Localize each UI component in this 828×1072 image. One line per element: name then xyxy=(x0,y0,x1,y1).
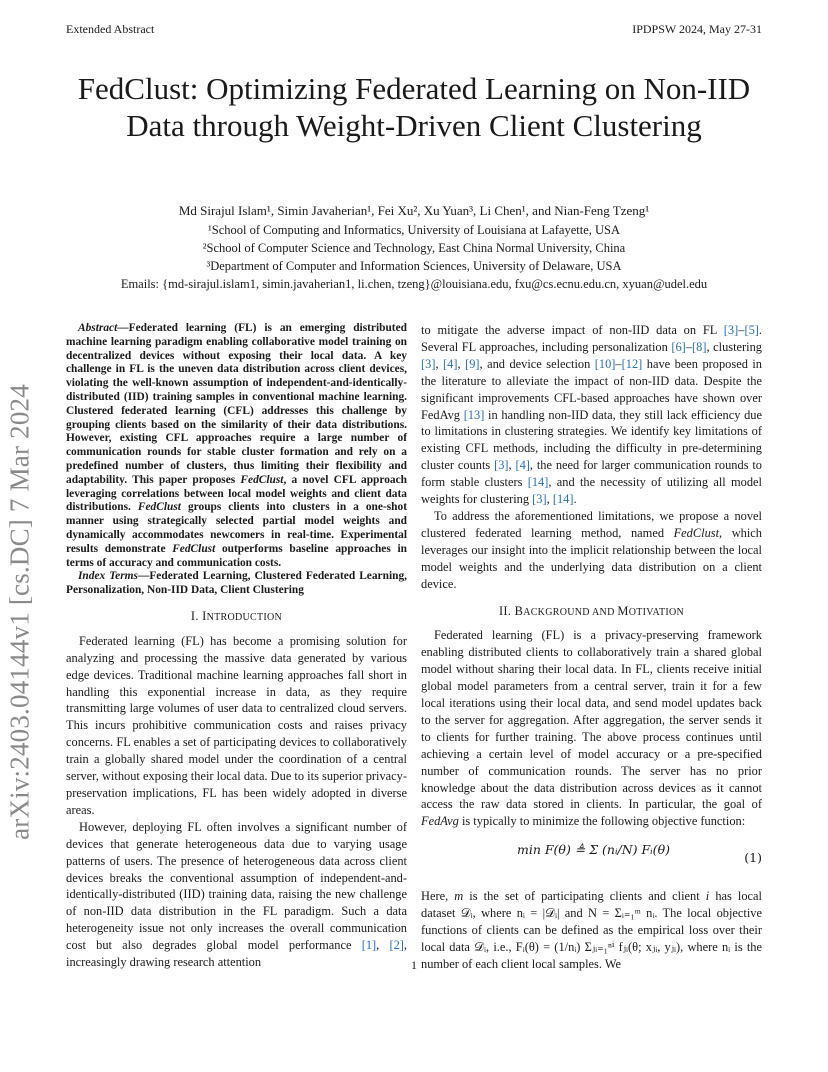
equation-1 xyxy=(421,838,762,882)
affiliation-2: ²School of Computer Science and Technology, East China Normal University, China xyxy=(202,241,626,255)
citation-link[interactable]: [6] xyxy=(671,339,686,354)
citation-link[interactable]: [2] xyxy=(389,938,404,953)
abstract: Abstract—Federated learning (FL) is an emerging distributed machine learning paradigm enabling collaborative model training on decentralized devices without exposing their local data. A key challenge in FL is the uneven data distribution across client devices, violating the well-known assumption of independent-and-identically-distributed (IID) training samples in conventional machine learning. Clustered federated learning (CFL) addresses this challenge by grouping clients based on the similarity of their data distributions. However, existing CFL approaches require a large number of communication rounds for stable cluster formation and rely on a predefined number of clusters, thus limiting their flexibility and adaptability. This paper proposes FedClust, a novel CFL approach leveraging correlations between local model weights and client data distributions. FedClust groups clients into clusters in a one-shot manner using strategically selected partial model weights and dynamically accommodates newcomers in real-time. Experimental results demonstrate FedClust outperforms baseline approaches in terms of accuracy and communication costs. xyxy=(66,322,408,569)
section-heading-introduction: I. INTRODUCTION xyxy=(190,608,283,623)
citation-link[interactable]: [14] xyxy=(552,492,574,507)
right-column xyxy=(421,322,762,973)
affiliation-3: ³Department of Computer and Information Sciences, University of Delaware, USA xyxy=(206,259,622,273)
citation-link[interactable]: [3] xyxy=(494,458,509,473)
citation-link[interactable]: [4] xyxy=(515,458,530,473)
intro-paragraph-2: However, deploying FL often involves a significant number of devices that generate heterogeneous data due to varying usage patterns of users. The presence of heterogeneous data across client devices breaks the conventional assumption of independent-and-identically-distributed (IID) training data, raising the new challenge of non-IID data distribution in the FL paradigm. Such a data heterogeneity issue not only increases the overall communication cost but also degrades global model performance [1], [2], increasingly drawing research attention xyxy=(66,819,407,970)
citation-link[interactable]: [4] xyxy=(443,356,458,371)
citation-link[interactable]: [9] xyxy=(465,356,480,371)
paper-title: FedClust: Optimizing Federated Learning on Non-IID Data through Weight-Driven Client Clustering xyxy=(77,71,751,143)
citation-link[interactable]: [12] xyxy=(621,356,643,371)
index-terms: Index Terms—Federated Learning, Clustered Federated Learning, Personalization, Non-IID Data, Client Clustering xyxy=(66,570,407,597)
affiliation-1: ¹School of Computing and Informatics, University of Louisiana at Lafayette, USA xyxy=(208,223,620,237)
background-paragraph-1: Federated learning (FL) is a privacy-preserving framework enabling distributed clients to collaboratively train a shared global model without sharing their local data. In FL, clients receive initial global model parameters from a central server, train it for a few local iterations using their local data, and send model updates back to the server for aggregation. After aggregation, the server sends it to clients for further training. The above process continues until achieving a certain level of model accuracy or a pre-specified number of communication rounds. The server has no prior knowledge about the data distribution across devices as it cannot access the raw data stored in clients. In particular, the goal of FedAvg is typically to minimize the following objective function: xyxy=(421,628,762,829)
section-heading-background: II. BACKGROUND AND MOTIVATION xyxy=(498,603,685,618)
citation-link[interactable]: [13] xyxy=(463,407,485,422)
running-header-right: IPDPSW 2024, May 27-31 xyxy=(632,22,762,36)
background-paragraph-2: Here, m is the set of participating clients and client i has local dataset 𝒟ᵢ, where nᵢ = |𝒟ᵢ| and N = Σᵢ₌₁ᵐ nᵢ. The local objective functions of clients can be defined as the empirical loss over their local data 𝒟ᵢ, i.e., Fᵢ(θ) = (1/nᵢ) Σⱼᵢ₌₁ⁿⁱ fⱼᵢ(θ; xⱼᵢ, yⱼᵢ), where nᵢ is the number of each client local samples. We xyxy=(421,889,762,971)
citation-link[interactable]: [3] xyxy=(421,356,436,371)
author-emails: Emails: {md-sirajul.islam1, simin.javaherian1, li.chen, tzeng}@louisiana.edu, fxu@cs.ecnu.edu.cn, xyuan@udel.edu xyxy=(120,277,708,291)
intro-paragraph-1: Federated learning (FL) has become a promising solution for analyzing and processing the massive data generated by various edge devices. Traditional machine learning approaches fall short in handling this exponential increase in data, as they require transmitting large volumes of user data to centralized cloud servers. This incurs prohibitive communication costs and raises privacy concerns. FL enables a set of participating devices to collaboratively train a globally shared model under the coordination of a central server, without exposing their local data. Due to its superior privacy-preservation implications, FL has been widely adopted in diverse areas. xyxy=(66,633,407,817)
running-header-left: Extended Abstract xyxy=(66,22,155,36)
index-terms-label: Index Terms xyxy=(78,570,138,583)
citation-link[interactable]: [10] xyxy=(594,356,616,371)
author-block xyxy=(60,202,768,293)
citation-link[interactable]: [8] xyxy=(692,339,707,354)
intro-paragraph-2-continued: to mitigate the adverse impact of non-IID data on FL [3]–[5]. Several FL approaches, including personalization [6]–[8], clustering [3], [4], [9], and device selection [10]–[12] have been proposed in the literature to alleviate the impact of non-IID data. Despite the significant improvements CFL-based approaches have shown over FedAvg [13] in handling non-IID data, they still lack efficiency due to limitations in clustering strategies. We identify key limitations of existing CFL methods, including the difficulty in pre-determining cluster counts [3], [4], the need for larger communication rounds to form stable clusters [14], and the necessity of utilizing all model weights for clustering [3], [14]. xyxy=(421,323,763,507)
citation-link[interactable]: [1] xyxy=(361,938,377,953)
citation-link[interactable]: [3] xyxy=(532,492,547,507)
left-column xyxy=(66,322,407,971)
citation-link[interactable]: [5] xyxy=(744,323,759,337)
intro-paragraph-3: To address the aforementioned limitations, we propose a novel clustered federated learning method, named FedClust, which leverages our insight into the implicit relationship between the local model weights and the underlying data distribution on a client device. xyxy=(421,508,762,591)
arxiv-stamp-text: arXiv:2403.04144v1 [cs.DC] 7 Mar 2024 xyxy=(4,384,35,840)
citation-link[interactable]: [3] xyxy=(723,323,739,337)
abstract-label: Abstract xyxy=(78,322,118,334)
citation-link[interactable]: [14] xyxy=(527,475,549,490)
equation-body: min F(θ) ≜ Σ (nᵢ/N) Fᵢ(θ) xyxy=(517,842,670,858)
page-number: 1 xyxy=(411,958,417,972)
author-names: Md Sirajul Islam¹, Simin Javaherian¹, Fei Xu², Xu Yuan³, Li Chen¹, and Nian-Feng Tzeng¹ xyxy=(178,203,650,218)
equation-number: (1) xyxy=(744,850,762,866)
